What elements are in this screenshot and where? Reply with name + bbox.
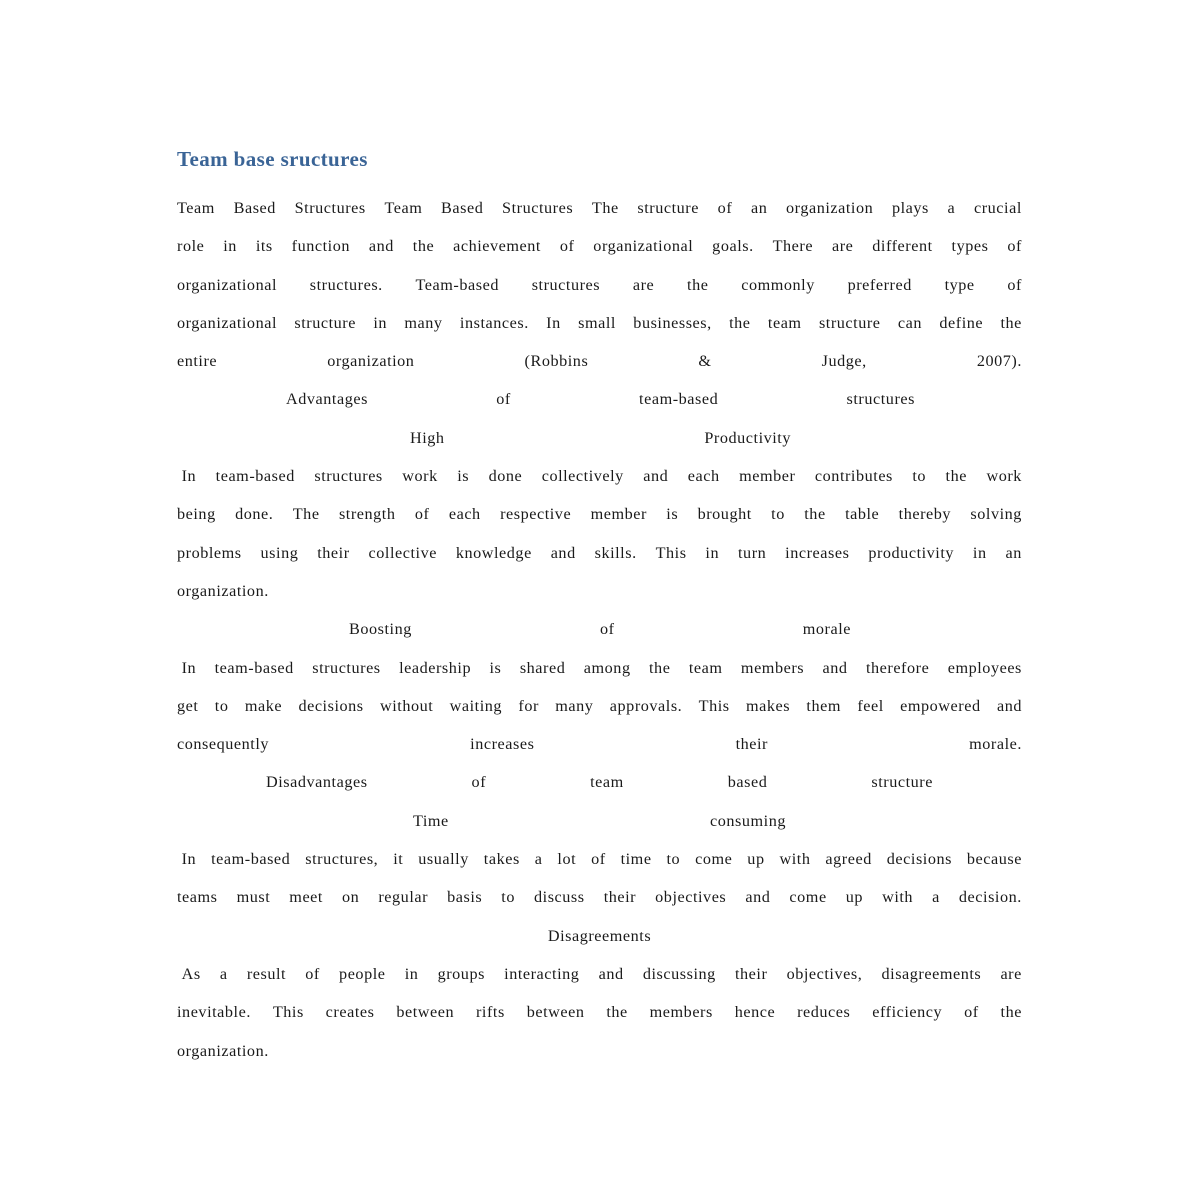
word: their (317, 543, 350, 562)
word: agreed (825, 850, 872, 869)
word: structures. (309, 275, 383, 294)
word: organization (327, 352, 415, 371)
word: an (750, 199, 768, 217)
word: basis (447, 888, 483, 907)
word: lot (557, 850, 577, 869)
word: for (518, 696, 539, 715)
word: Based (233, 199, 276, 217)
word: being (177, 505, 216, 524)
word: structures, (305, 850, 379, 869)
word: their (734, 964, 768, 983)
body-line (177, 342, 1022, 380)
body-line: organization. (177, 581, 269, 600)
word: hence (734, 1003, 776, 1022)
word: 2007). (976, 352, 1022, 371)
word: up (845, 888, 864, 907)
word: collective (368, 543, 437, 562)
body-line (177, 495, 1022, 533)
word: a (534, 850, 543, 869)
body-line (177, 725, 1022, 763)
word: in (373, 313, 388, 332)
word: in (972, 543, 987, 562)
word: make (244, 696, 283, 715)
word: consequently (177, 735, 270, 754)
word: it (393, 850, 404, 869)
word: done. (235, 505, 274, 524)
word: structure (637, 199, 699, 217)
word: structures (846, 390, 915, 409)
word: in (223, 237, 237, 256)
word: to (501, 888, 515, 907)
word: the (804, 505, 826, 524)
word: makes (745, 696, 791, 715)
word: the (945, 467, 967, 486)
word: in (705, 543, 720, 562)
word: team-based (214, 658, 294, 677)
word: the (1000, 1003, 1022, 1022)
word: solving (970, 505, 1022, 524)
word: team (688, 658, 723, 677)
body-line (177, 687, 1022, 725)
word: each (687, 467, 720, 486)
word: regular (378, 888, 429, 907)
word: without (379, 696, 434, 715)
word: entire (177, 352, 218, 371)
word: groups (437, 964, 485, 983)
word: and (598, 964, 624, 983)
word: reduces (797, 1003, 851, 1022)
body-line (177, 840, 1022, 878)
word: different (872, 237, 933, 256)
word: a (947, 199, 956, 217)
word: discuss (534, 888, 585, 907)
word: (Robbins (524, 352, 589, 371)
word: between (526, 1003, 585, 1022)
word: Time (413, 811, 449, 830)
word: of (591, 850, 606, 869)
word: the (412, 237, 435, 256)
word: is (489, 658, 502, 677)
word: & (698, 352, 712, 371)
body-line (177, 649, 1022, 687)
word: type (944, 275, 975, 294)
word: must (236, 888, 271, 907)
word: morale (802, 620, 851, 639)
word: objectives (655, 888, 727, 907)
word: teams (177, 888, 218, 907)
word: Judge, (821, 352, 867, 371)
word: small (578, 313, 616, 332)
word: feel (857, 696, 884, 715)
word: based (727, 773, 768, 792)
word: the (687, 275, 709, 294)
word: a (219, 964, 228, 983)
word: therefore (865, 658, 930, 677)
word: of (1007, 275, 1022, 294)
word: employees (947, 658, 1022, 677)
word: structure (818, 313, 881, 332)
word: rifts (475, 1003, 505, 1022)
word: get (177, 696, 199, 715)
body-line (177, 189, 1022, 227)
word: and (368, 237, 394, 256)
word: contributes (814, 467, 893, 486)
word: team (590, 773, 624, 792)
word: on (342, 888, 360, 907)
word: decisions (886, 850, 952, 869)
word: team-based (211, 850, 291, 869)
word: function (291, 237, 351, 256)
word: because (966, 850, 1022, 869)
word: Productivity (704, 428, 791, 447)
word: shared (519, 658, 566, 677)
word: productivity (868, 543, 955, 562)
word: Based (441, 199, 484, 217)
word: people (339, 964, 386, 983)
word: and (822, 658, 848, 677)
word: using (260, 543, 299, 562)
word: plays (891, 199, 929, 217)
word: to (912, 467, 927, 486)
word: waiting (449, 696, 503, 715)
word: instances. (459, 313, 529, 332)
word: a (932, 888, 940, 907)
word: Team-based (415, 275, 499, 294)
word: This (655, 543, 687, 562)
word: increases (785, 543, 850, 562)
body-line (177, 457, 1022, 495)
word: result (246, 964, 287, 983)
word: Disadvantages (266, 773, 368, 792)
word: and (550, 543, 576, 562)
body-line (177, 266, 1022, 304)
word: interacting (504, 964, 580, 983)
word: with (779, 850, 811, 869)
word: team (767, 313, 802, 332)
word: goals. (712, 237, 754, 256)
word: of (1007, 237, 1022, 256)
word: This (698, 696, 730, 715)
word: Team (384, 199, 423, 217)
word: of (559, 237, 575, 256)
word: structures (312, 658, 381, 677)
word: preferred (847, 275, 912, 294)
word: between (396, 1003, 455, 1022)
disadvantages-heading (177, 763, 1022, 801)
word: of (964, 1003, 979, 1022)
word: structure (871, 773, 933, 792)
word: member (739, 467, 796, 486)
word: the (729, 313, 751, 332)
advantages-heading (177, 380, 1022, 418)
word: time (620, 850, 652, 869)
word: crucial (973, 199, 1022, 217)
word: role (177, 237, 205, 256)
word: the (1000, 313, 1022, 332)
word: members (740, 658, 805, 677)
document-title: Team base sructures (177, 147, 368, 171)
word: This (272, 1003, 304, 1022)
word: among (583, 658, 631, 677)
word: In (177, 658, 197, 677)
word: to (214, 696, 229, 715)
word: As (177, 964, 201, 983)
word: are (1000, 964, 1022, 983)
word: approvals. (609, 696, 683, 715)
word: team-based (215, 467, 295, 486)
word: table (845, 505, 880, 524)
word: up (747, 850, 765, 869)
word: to (666, 850, 681, 869)
body-line (177, 534, 1022, 572)
word: members (649, 1003, 713, 1022)
word: can (897, 313, 923, 332)
word: problems (177, 543, 242, 562)
word: are (831, 237, 854, 256)
word: types (951, 237, 989, 256)
word: In (177, 850, 197, 869)
word: structure (294, 313, 356, 332)
word: achievement (453, 237, 541, 256)
word: of (600, 620, 615, 639)
word: efficiency (872, 1003, 943, 1022)
high-productivity-heading (177, 419, 1022, 457)
word: of (717, 199, 733, 217)
word: organization (786, 199, 874, 217)
word: come (695, 850, 733, 869)
word: of (471, 773, 487, 792)
body-line: organization. (177, 1041, 269, 1060)
morale-heading (177, 610, 1022, 648)
word: with (882, 888, 914, 907)
word: member (590, 505, 647, 524)
body-line (177, 993, 1022, 1031)
word: Boosting (349, 620, 412, 639)
word: of (305, 964, 320, 983)
word: work (402, 467, 438, 486)
word: decisions (298, 696, 364, 715)
word: knowledge (455, 543, 532, 562)
document-page (177, 140, 1022, 1070)
word: come (789, 888, 827, 907)
word: consuming (710, 811, 786, 830)
word: thereby (898, 505, 952, 524)
word: There (772, 237, 814, 256)
word: The (292, 505, 320, 524)
word: usually (418, 850, 469, 869)
word: Team (177, 199, 215, 217)
word: done (488, 467, 523, 486)
word: meet (289, 888, 323, 907)
word: respective (500, 505, 572, 524)
word: and (745, 888, 771, 907)
word: morale. (969, 735, 1022, 754)
body-line (177, 227, 1022, 265)
word: creates (325, 1003, 375, 1022)
word: strength (338, 505, 396, 524)
word: their (603, 888, 637, 907)
word: inevitable. (177, 1003, 251, 1022)
word: takes (483, 850, 520, 869)
word: increases (470, 735, 535, 754)
word: In (177, 467, 197, 486)
word: Structures (294, 199, 366, 217)
word: businesses, (633, 313, 712, 332)
word: work (986, 467, 1022, 486)
word: organizational (177, 275, 277, 294)
word: decision. (958, 888, 1022, 907)
time-consuming-heading (177, 802, 1022, 840)
word: of (496, 390, 511, 409)
word: The (591, 199, 619, 217)
word: commonly (741, 275, 815, 294)
word: discussing (642, 964, 716, 983)
word: its (255, 237, 273, 256)
word: are (632, 275, 655, 294)
word: disagreements (881, 964, 982, 983)
word: is (457, 467, 470, 486)
body-line (177, 955, 1022, 993)
word: define (939, 313, 984, 332)
word: an (1005, 543, 1022, 562)
word: objectives, (786, 964, 863, 983)
word: collectively (541, 467, 624, 486)
word: team-based (639, 390, 719, 409)
word: them (806, 696, 841, 715)
word: each (448, 505, 481, 524)
word: leadership (399, 658, 472, 677)
word: In (546, 313, 561, 332)
word: empowered (900, 696, 981, 715)
body-line (177, 304, 1022, 342)
word: organizational (593, 237, 694, 256)
word: in (404, 964, 419, 983)
word: and (643, 467, 669, 486)
word: structures (531, 275, 601, 294)
word: organizational (177, 313, 277, 332)
word: Structures (502, 199, 574, 217)
word: skills. (594, 543, 637, 562)
word: many (404, 313, 443, 332)
word: High (410, 428, 445, 447)
word: to (771, 505, 785, 524)
word: Advantages (286, 390, 368, 409)
word: many (555, 696, 594, 715)
word: and (996, 696, 1022, 715)
word: structures (314, 467, 383, 486)
word: the (649, 658, 671, 677)
word: is (666, 505, 679, 524)
word: turn (738, 543, 767, 562)
disagreements-heading: Disagreements (547, 926, 652, 945)
word: the (606, 1003, 628, 1022)
body-line (177, 878, 1022, 916)
word: brought (697, 505, 752, 524)
word: of (414, 505, 430, 524)
word: their (735, 735, 768, 754)
